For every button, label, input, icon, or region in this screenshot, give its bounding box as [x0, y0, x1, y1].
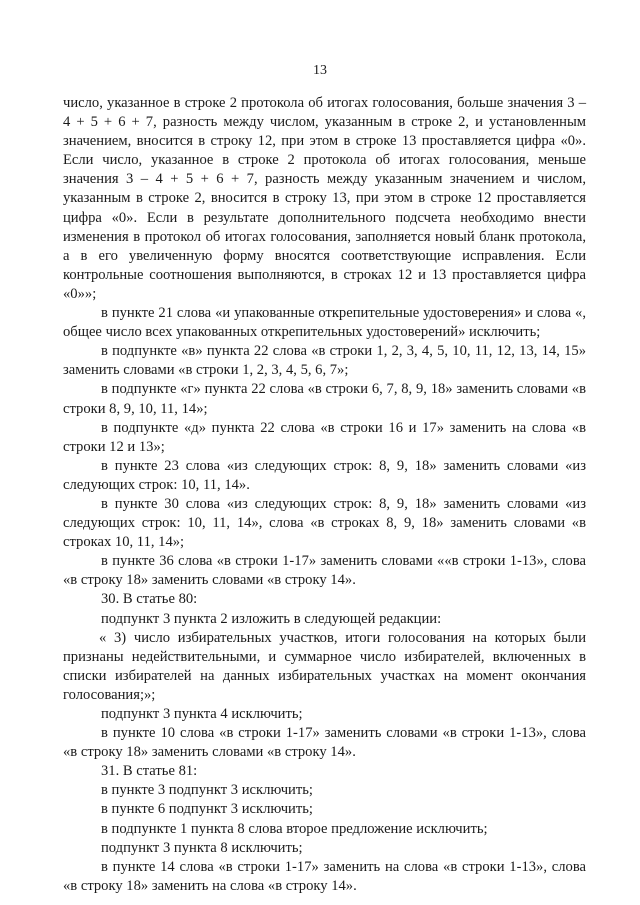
paragraph: в пункте 3 подпункт 3 исключить; [101, 782, 313, 799]
paragraph: в подпункте «в» пункта 22 слова «в строки 1, 2, 3, 4, 5, 10, 11, 12, 13, 14, 15» заменить словами «в строки 1, 2, 3, 4, 5, 6, 7»; [63, 343, 586, 379]
paragraph: в пункте 23 слова «из следующих строк: 8, 9, 18» заменить словами «из следующих строк: 10, 11, 14». [63, 457, 586, 493]
paragraph: подпункт 3 пункта 4 исключить; [101, 706, 303, 722]
paragraph: в пункте 36 слова «в строки 1-17» заменить словами ««в строки 1-13», слова «в строку 18» заменить словами «в строку 14». [63, 553, 586, 589]
page-number: 13 [313, 63, 327, 78]
paragraph: 30. В статье 80: [101, 591, 198, 608]
paragraph: « 3) число избирательных участков, итоги голосования на которых были признаны недействительными, и суммарное число избирателей, включенных в списки избирателей на данных избирательных участках на момент окончания голосования;»; [63, 629, 586, 703]
paragraph: число, указанное в строке 2 протокола об итогах голосования, больше значения 3 – 4 + 5 + 6 + 7, разность между числом, указанным в строке 2, и установленным значением, вносится в строку 12, при этом в строке 13 проставляется цифра «0». Если число, указанное в строке 2 протокола об итогах голосования, меньше значения 3 – 4 + 5 + 6 + 7, разность между указанным значением и числом, указанным в строке 2, вносится в строку 13, при этом в строке 12 проставляется цифра «0». Если в результате дополнительного подсчета необходимо внести изменения в протокол об итогах голосования, заполняется новый бланк протокола, а в его увеличенную форму вносятся соответствующие исправления. Если контрольные соотношения выполняются, в строках 12 и 13 проставляется цифра «0»»; [63, 95, 586, 302]
paragraph: в пункте 21 слова «и упакованные открепительные удостоверения» и слова «, общее число всех упакованных открепительных удостоверений» исключить; [63, 305, 586, 341]
paragraph: в пункте 10 слова «в строки 1-17» заменить словами «в строки 1-13», слова «в строку 18» заменить словами «в строку 14». [63, 725, 586, 761]
document-body [63, 94, 586, 896]
paragraph: в подпункте «г» пункта 22 слова «в строки 6, 7, 8, 9, 18» заменить словами «в строки 8, 9, 10, 11, 14»; [63, 381, 586, 417]
paragraph: в подпункте «д» пункта 22 слова «в строки 16 и 17» заменить на слова «в строки 12 и 13»; [63, 419, 586, 455]
paragraph: подпункт 3 пункта 2 изложить в следующей редакции: [101, 610, 442, 627]
paragraph: подпункт 3 пункта 8 исключить; [101, 839, 303, 856]
paragraph: в подпункте 1 пункта 8 слова второе предложение исключить; [101, 820, 488, 837]
paragraph: в пункте 6 подпункт 3 исключить; [101, 801, 313, 818]
paragraph: в пункте 14 слова «в строки 1-17» заменить на слова «в строки 1-13», слова «в строку 18» заменить на слова «в строку 14». [63, 858, 586, 894]
paragraph: в пункте 30 слова «из следующих строк: 8, 9, 18» заменить словами «из следующих строк: 10, 11, 14», слова «в строках 8, 9, 18» заменить словами «в строках 10, 11, 14»; [63, 495, 586, 551]
paragraph: 31. В статье 81: [101, 763, 198, 780]
